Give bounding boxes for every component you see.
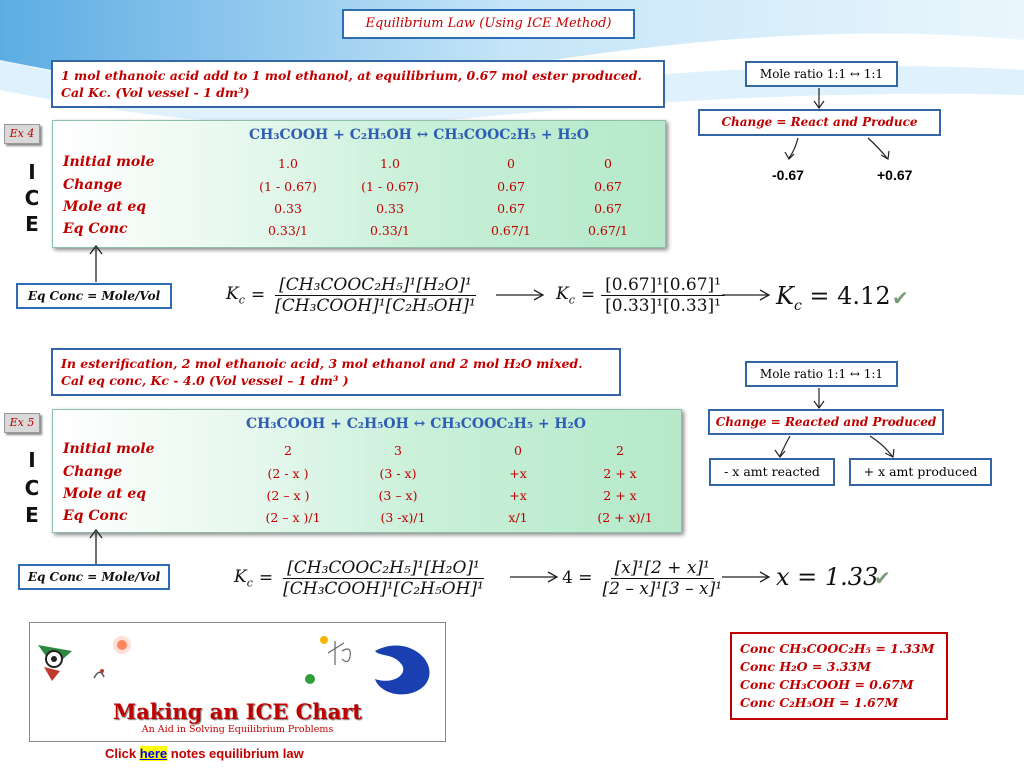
ex4-cell: 0 (604, 156, 612, 171)
ex4-question-line2: Cal Kc. (Vol vessel - 1 dm³) (61, 85, 250, 100)
banner-title: Making an ICE Chart (112, 699, 363, 724)
ex4-label: Ex 4 (4, 124, 40, 144)
ex5-answers (730, 632, 948, 720)
ex5-row-label-eq-conc: Eq Conc (63, 508, 128, 524)
ex5-ice-i: I (28, 448, 36, 472)
ex5-ice-table (52, 409, 682, 533)
ex4-kc-denominator: [CH₃COOH]¹[C₂H₅OH]¹ (275, 295, 476, 316)
ex4-cell: (1 - 0.67) (259, 179, 317, 194)
ex5-question-line1: In esterification, 2 mol ethanoic acid, 3 mol ethanol and 2 mol H₂O mixed. (61, 356, 583, 371)
ex4-ice-table (52, 120, 666, 248)
ex5-cell: +x (509, 488, 527, 503)
ex4-kc-symbol: $K_c$ (226, 283, 245, 307)
ex5-cell: (3 -x)/1 (380, 510, 426, 525)
ex5-left-note: - x amt reacted (709, 458, 835, 486)
ex4-cell: 0.67/1 (491, 223, 531, 238)
ex4-question (51, 60, 665, 108)
ex5-arrow-1 (510, 570, 560, 584)
ex5-mole-ratio: Mole ratio 1:1 ↔ 1:1 (745, 361, 898, 387)
here-link[interactable]: here (139, 746, 168, 761)
ex5-question-line2: Cal eq conc, Kc - 4.0 (Vol vessel – 1 dm³ ) (61, 373, 349, 388)
ex4-ice-c: C (24, 186, 40, 210)
ex4-row-label-eq-conc: Eq Conc (63, 221, 128, 237)
answer-line: Conc CH₃COOH = 0.67M (740, 677, 914, 692)
ex5-lhs: 4 = (562, 568, 593, 588)
ex4-kc-sub-denominator: [0.33]¹[0.33]¹ (605, 295, 721, 316)
ex4-up-arrow (88, 244, 104, 284)
ex4-row-label-change: Change (63, 177, 123, 193)
ex4-ice-i: I (28, 160, 36, 184)
ex5-cell: +x (509, 466, 527, 481)
ex5-label: Ex 5 (4, 413, 40, 433)
ex5-kc-denominator: [CH₃COOH]¹[C₂H₅OH]¹ (283, 578, 484, 599)
ex5-kc-expression: $K_c$ = $\frac{\text{[CH₃COOC₂H₅]¹[H₂O]¹}}{\text{[CH₃COOH]¹[C₂H₅OH]¹}}$ (234, 545, 488, 611)
ex4-cell: 0.33/1 (268, 223, 308, 238)
footer-text: Click here notes equilibrium law (105, 746, 304, 761)
ex4-cell: 0.67 (497, 201, 525, 216)
ex4-change-note: Change = React and Produce (698, 109, 941, 136)
ex5-row-label-initial: Initial mole (63, 441, 155, 457)
ex5-eq-conc-note: Eq Conc = Mole/Vol (18, 564, 170, 590)
ex4-cell: 0.67/1 (588, 223, 628, 238)
ex4-cell: 0.67 (497, 179, 525, 194)
ex5-sub-numerator: [x]¹[2 + x]¹ (611, 558, 714, 579)
ex5-cell: 2 + x (603, 488, 637, 503)
ex5-split-arrows (760, 435, 910, 459)
ex4-right-value: +0.67 (877, 167, 913, 183)
check-icon: ✔ (874, 566, 891, 590)
ex5-kc-numerator: [CH₃COOC₂H₅]¹[H₂O]¹ (283, 558, 484, 579)
ex4-cell: 0.33 (376, 201, 404, 216)
ex5-question (51, 348, 621, 396)
ex4-cell: 0.33/1 (370, 223, 410, 238)
ex5-substituted (562, 545, 726, 611)
ex4-ice-e: E (25, 212, 39, 236)
ex5-right-note: + x amt produced (849, 458, 992, 486)
banner-subtitle: An Aid in Solving Equilibrium Problems (141, 724, 334, 735)
ex4-arrow-1 (496, 288, 546, 302)
ex5-cell: (3 - x) (379, 466, 417, 481)
ex4-row-label-mole-eq: Mole at eq (63, 199, 147, 215)
ex4-mole-ratio: Mole ratio 1:1 ↔ 1:1 (745, 61, 898, 87)
ex4-arrow-2 (722, 288, 772, 302)
ex5-down-arrow (812, 388, 826, 410)
ex5-cell: 2 (616, 443, 624, 458)
ex5-cell: (2 – x ) (266, 488, 310, 503)
ex5-cell: (2 - x ) (267, 466, 309, 481)
ex4-equation: CH₃COOH + C₂H₅OH ↔ CH₃COOC₂H₅ + H₂O (249, 127, 589, 143)
ex4-cell: 0.33 (274, 201, 302, 216)
ex4-cell: 1.0 (278, 156, 298, 171)
ex4-cell: 1.0 (380, 156, 400, 171)
answer-line: Conc H₂O = 3.33M (740, 659, 871, 674)
answer-line: Conc CH₃COOC₂H₅ = 1.33M (740, 641, 935, 656)
ex4-cell: 0.67 (594, 179, 622, 194)
ex5-sub-denominator: [2 – x]¹[3 – x]¹ (602, 578, 723, 599)
ex5-row-label-mole-eq: Mole at eq (63, 486, 147, 502)
ex5-arrow-2 (722, 570, 772, 584)
answer-line: Conc C₂H₅OH = 1.67M (740, 695, 899, 710)
check-icon: ✔ (892, 286, 909, 310)
ex5-up-arrow (88, 528, 104, 566)
ex5-cell: (2 + x)/1 (597, 510, 653, 525)
ex4-down-arrow (812, 88, 826, 110)
ex5-cell: 2 (284, 443, 292, 458)
ex4-kc-expression: $K_c$ = $\frac{\text{[CH₃COOC₂H₅]¹[H₂O]¹}}{\text{[CH₃COOH]¹[C₂H₅OH]¹}}$ (226, 262, 480, 328)
ex5-equation: CH₃COOH + C₂H₅OH ↔ CH₃COOC₂H₅ + H₂O (246, 416, 586, 432)
slide-title: Equilibrium Law (Using ICE Method) (342, 9, 635, 39)
ex5-cell: (2 – x )/1 (265, 510, 321, 525)
ex4-kc-substituted: $K_c$ = $\frac{\text{[0.67]¹[0.67]¹}}{\text{[0.33]¹[0.33]¹}}$ (556, 262, 725, 328)
ice-chart-banner[interactable] (29, 622, 446, 742)
ex4-cell: 0.67 (594, 201, 622, 216)
ex5-ice-c: C (24, 476, 40, 500)
ex4-kc-sub-numerator: [0.67]¹[0.67]¹ (601, 275, 725, 296)
ex4-cell: (1 - 0.67) (361, 179, 419, 194)
ex5-cell: 3 (394, 443, 402, 458)
ex5-ice-e: E (25, 503, 39, 527)
ex5-cell: 2 + x (603, 466, 637, 481)
ex5-cell: (3 – x) (378, 488, 418, 503)
ex4-left-value: -0.67 (772, 167, 804, 183)
ex5-result: x = 1.33 (776, 563, 879, 591)
ex4-cell: 0 (507, 156, 515, 171)
ex5-cell: 0 (514, 443, 522, 458)
ex4-row-label-initial: Initial mole (63, 154, 155, 170)
ex4-question-line1: 1 mol ethanoic acid add to 1 mol ethanol, at equilibrium, 0.67 mol ester produced. (61, 68, 642, 83)
ex4-kc-numerator: [CH₃COOC₂H₅]¹[H₂O]¹ (275, 275, 476, 296)
ex5-change-note: Change = Reacted and Produced (708, 409, 944, 435)
ex5-row-label-change: Change (63, 464, 123, 480)
ex4-split-arrows (783, 136, 903, 162)
ex4-eq-conc-note: Eq Conc = Mole/Vol (16, 283, 172, 309)
ex4-kc-result: $K_c = 4.12$ (776, 282, 891, 314)
ex5-cell: x/1 (508, 510, 528, 525)
